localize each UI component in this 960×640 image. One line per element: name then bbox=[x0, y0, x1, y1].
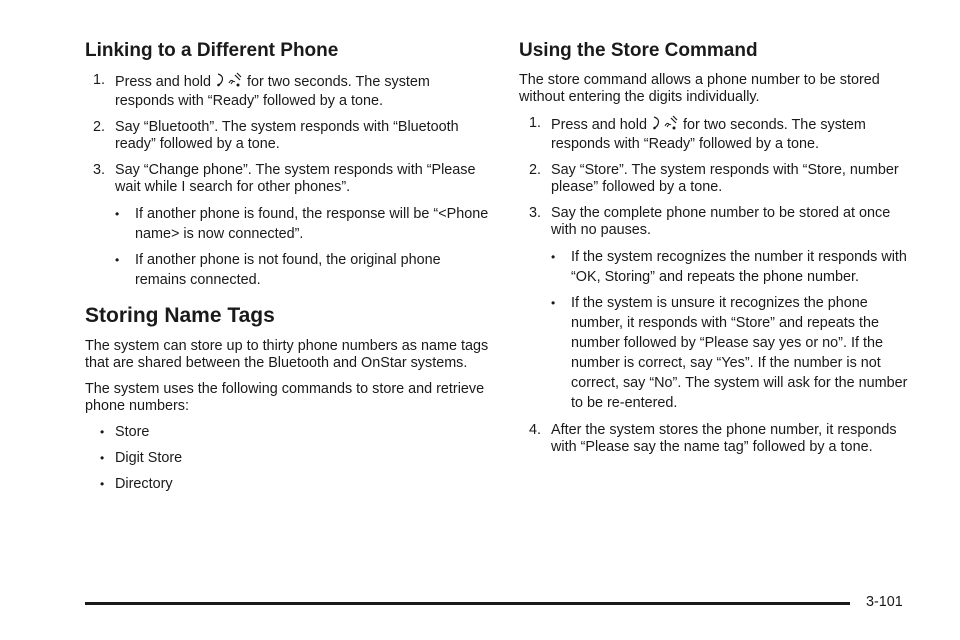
step-text: Say “Change phone”. The system responds with “Please wait while I search for other phones”. bbox=[115, 162, 476, 195]
bullet-icon: • bbox=[100, 451, 105, 465]
list-item bbox=[519, 162, 919, 196]
command-text: Store bbox=[115, 424, 150, 440]
step-number: 1. bbox=[93, 72, 106, 88]
list-item bbox=[85, 450, 490, 467]
list-item bbox=[551, 247, 919, 287]
section-heading-storing: Storing Name Tags bbox=[85, 304, 275, 327]
bullet-icon: • bbox=[551, 296, 556, 310]
bullet-icon: • bbox=[100, 477, 105, 491]
step-number: 2. bbox=[529, 162, 542, 178]
command-text: Digit Store bbox=[115, 450, 183, 466]
section-heading-linking: Linking to a Different Phone bbox=[85, 40, 339, 61]
list-item bbox=[85, 119, 490, 153]
paragraph: The system can store up to thirty phone numbers as name tags that are shared between the Bluetooth and OnStar systems. bbox=[85, 338, 489, 371]
list-item bbox=[85, 72, 490, 110]
bullet-text: If another phone is found, the response will be “<Phone name> is now connected”. bbox=[135, 206, 489, 242]
step-text: Say “Store”. The system responds with “Store, number please” followed by a tone. bbox=[551, 162, 899, 195]
list-item bbox=[115, 204, 490, 244]
command-list bbox=[85, 424, 490, 493]
page-number: 3-101 bbox=[866, 594, 903, 610]
list-item bbox=[519, 115, 919, 153]
step-text-before: Press and hold bbox=[115, 74, 211, 90]
list-item bbox=[85, 424, 490, 441]
left-column bbox=[85, 40, 490, 502]
step-number: 3. bbox=[529, 205, 542, 221]
step-number: 3. bbox=[93, 162, 106, 178]
step-number: 1. bbox=[529, 115, 542, 131]
bullet-text: If another phone is not found, the original phone remains connected. bbox=[135, 252, 441, 288]
list-item bbox=[85, 162, 490, 290]
bullet-text: If the system recognizes the number it responds with “OK, Storing” and repeats the phone number. bbox=[571, 249, 907, 285]
step-text-before: Press and hold bbox=[551, 117, 647, 133]
bullet-text: If the system is unsure it recognizes the phone number, it responds with “Store” and repeats the number followed by “Please say yes or no”. If the number is correct, say “Yes”. If the number is not correct, say “No”. The system will ask for the number to be re-entered. bbox=[571, 295, 908, 411]
step-text-after: for two seconds. The system responds with “Ready” followed by a tone. bbox=[115, 74, 430, 109]
list-item bbox=[115, 250, 490, 290]
step-number: 4. bbox=[529, 422, 542, 438]
step-number: 2. bbox=[93, 119, 106, 135]
list-item bbox=[519, 422, 919, 456]
step-text: Say “Bluetooth”. The system responds with “Bluetooth ready” followed by a tone. bbox=[115, 119, 459, 152]
right-column bbox=[519, 40, 919, 465]
list-item bbox=[519, 205, 919, 413]
footer-rule bbox=[85, 602, 850, 605]
bullet-icon: • bbox=[100, 425, 105, 439]
step-text: Say the complete phone number to be stored at once with no pauses. bbox=[551, 205, 891, 238]
list-item bbox=[85, 476, 490, 493]
command-text: Directory bbox=[115, 476, 173, 492]
voice-command-icon bbox=[664, 115, 678, 136]
paragraph: The store command allows a phone number to be stored without entering the digits individually. bbox=[519, 72, 880, 105]
step-text: After the system stores the phone number, it responds with “Please say the name tag” followed by a tone. bbox=[551, 422, 897, 455]
section-heading-store-command: Using the Store Command bbox=[519, 40, 758, 61]
step-text-after: for two seconds. The system responds with “Ready” followed by a tone. bbox=[551, 117, 866, 152]
bullet-icon: • bbox=[115, 207, 120, 221]
paragraph: The system uses the following commands to store and retrieve phone numbers: bbox=[85, 381, 485, 414]
bullet-icon: • bbox=[551, 250, 556, 264]
linking-steps bbox=[85, 72, 490, 290]
store-steps bbox=[519, 115, 919, 456]
push-to-talk-icon bbox=[216, 72, 226, 93]
voice-command-icon bbox=[228, 72, 242, 93]
push-to-talk-icon bbox=[652, 115, 662, 136]
store-step3-bullets bbox=[551, 247, 919, 413]
list-item bbox=[551, 293, 919, 413]
bullet-icon: • bbox=[115, 253, 120, 267]
step3-bullets bbox=[115, 204, 490, 290]
